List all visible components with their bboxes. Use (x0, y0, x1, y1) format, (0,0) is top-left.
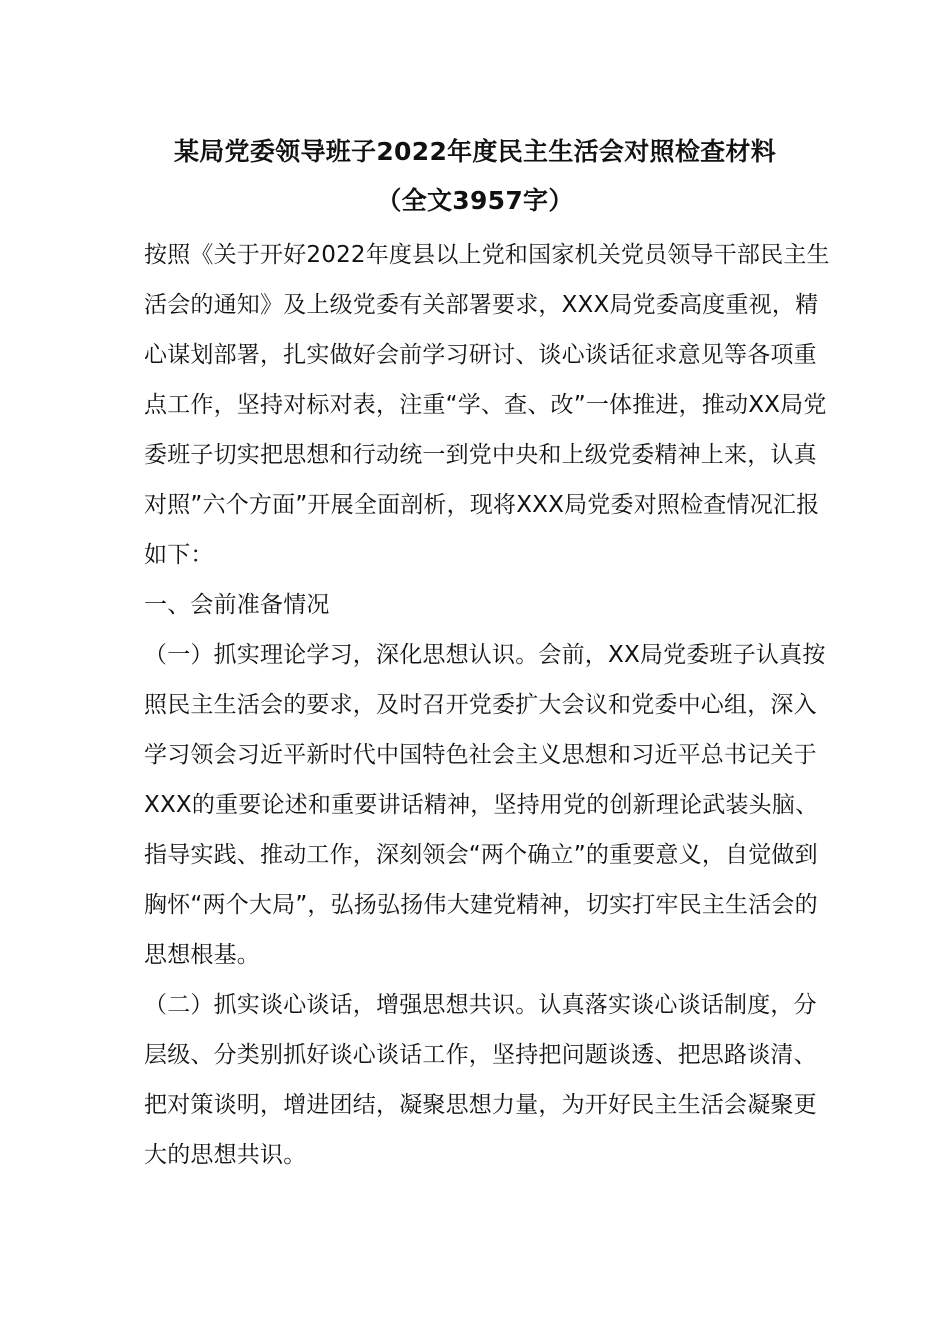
document-subtitle: （全文3957字） (376, 186, 574, 215)
text-line: 点工作，坚持对标对表，注重“学、查、改”一体推进，推动XX局党 (144, 392, 827, 418)
text-line: 层级、分类别抓好谈心谈话工作，坚持把问题谈透、把思路谈清、 (144, 1042, 817, 1068)
text-line: 活会的通知》及上级党委有关部署要求，XXX局党委高度重视，精 (144, 292, 819, 318)
text-line: （二）抓实谈心谈话，增强思想共识。认真落实谈心谈话制度，分 (144, 992, 817, 1018)
paragraph-intro (144, 230, 830, 580)
text-line: （一）抓实理论学习，深化思想认识。会前，XX局党委班子认真按 (144, 642, 826, 668)
text-line: 把对策谈明，增进团结，凝聚思想力量，为开好民主生活会凝聚更 (144, 1092, 817, 1118)
text-line: 指导实践、推动工作，深刻领会“两个确立”的重要意义，自觉做到 (144, 842, 818, 868)
text-line: 大的思想共识。 (144, 1142, 307, 1168)
text-line: 对照”六个方面”开展全面剖析，现将XXX局党委对照检查情况汇报 (144, 492, 820, 518)
paragraph-theory-study (144, 630, 826, 980)
section-heading (144, 580, 808, 630)
text-line: 按照《关于开好2022年度县以上党和国家机关党员领导干部民主生 (144, 242, 830, 268)
text-line: 委班子切实把思想和行动统一到党中央和上级党委精神上来，认真 (144, 442, 817, 468)
text-line: XXX的重要论述和重要讲话精神，坚持用党的创新理论武装头脑、 (144, 792, 819, 818)
document-title: 某局党委领导班子2022年度民主生活会对照检查材料 (173, 137, 777, 166)
document-body (144, 230, 830, 1180)
text-line: 思想根基。 (144, 942, 260, 968)
text-line: 如下： (144, 542, 214, 568)
paragraph-heart-talk (144, 980, 817, 1180)
text-line: 学习领会习近平新时代中国特色社会主义思想和习近平总书记关于 (144, 742, 817, 768)
text-line: 心谋划部署，扎实做好会前学习研讨、谈心谈话征求意见等各项重 (144, 342, 817, 368)
text-line: 一、会前准备情况 (144, 592, 330, 618)
text-line: 照民主生活会的要求，及时召开党委扩大会议和党委中心组，深入 (144, 692, 817, 718)
text-line: 胸怀“两个大局”，弘扬弘扬伟大建党精神，切实打牢民主生活会的 (144, 892, 818, 918)
